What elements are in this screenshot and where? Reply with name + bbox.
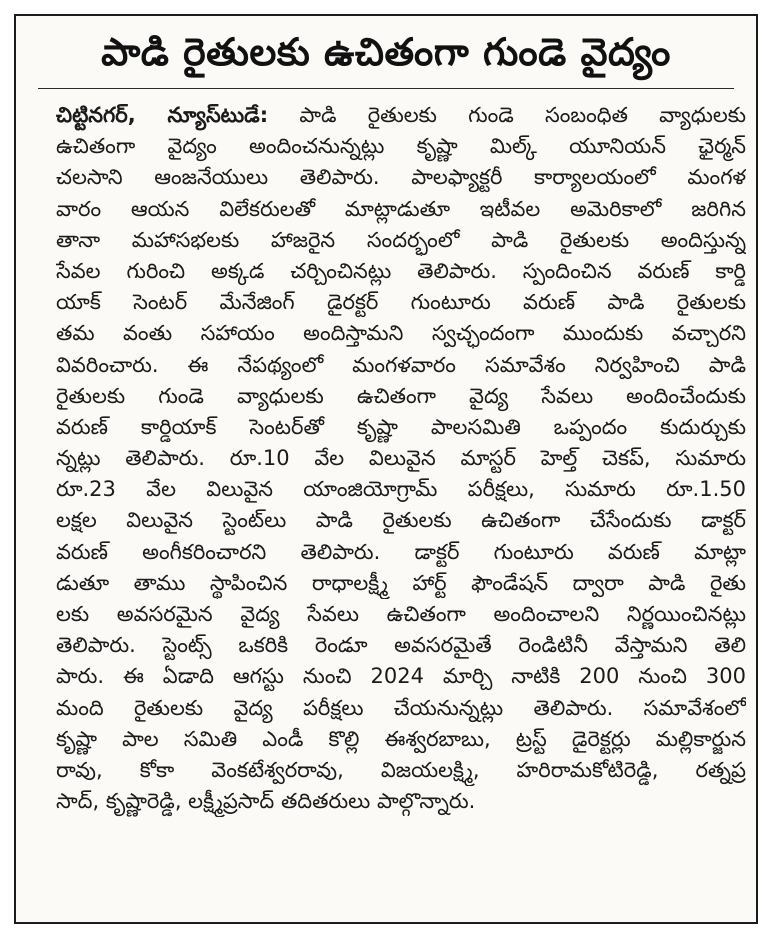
article-body — [56, 100, 746, 817]
headline: పాడి రైతులకు ఉచితంగా గుండె వైద్యం — [101, 30, 671, 74]
body-line: వివరించారు. ఈ నేపథ్యంలో మంగళవారం సమావేశం నిర్వహించి పాడి — [56, 352, 746, 377]
body-line: పారు. ఈ ఏడాది ఆగస్టు నుంచి 2024 మార్చి నాటికి 200 నుంచి 300 — [56, 664, 746, 689]
body-line: లక్షల విలువైన స్టెంట్‌లు పాడి రైతులకు ఉచితంగా చేసేందుకు డాక్టర్ — [56, 508, 746, 533]
body-line-1-text: పాడి రైతులకు గుండె సంబంధిత వ్యాధులకు — [299, 103, 746, 127]
body-line: మంది రైతులకు వైద్య పరీక్షలు చేయనున్నట్లు తెలిపారు. సమావేశంలో — [56, 695, 746, 720]
body-line: రావు, కోకా వెంకటేశ్వరరావు, విజయలక్ష్మి, హరిరామకోటిరెడ్డి, రత్నప్ర — [56, 757, 746, 782]
body-line: ఉచితంగా వైద్యం అందించనున్నట్లు కృష్ణా మిల్క్ యూనియన్ ఛైర్మన్ — [56, 134, 746, 159]
body-line: వారం ఆయన విలేకరులతో మాట్లాడుతూ ఇటీవల అమెరికాలో జరిగిన — [56, 196, 746, 221]
body-line: న్నట్లు తెలిపారు. రూ.10 వేల విలువైన మాస్టర్ హెల్త్ చెకప్, సుమారు — [56, 446, 746, 471]
body-line: సేవల గురించి అక్కడ చర్చించినట్లు తెలిపారు. స్పందించిన వరుణ్ కార్డి — [56, 258, 746, 283]
body-line: రైతులకు గుండె వ్యాధులకు ఉచితంగా వైద్య సేవలు అందించేందుకు — [56, 383, 746, 408]
body-line-1 — [56, 100, 746, 131]
news-clipping — [14, 14, 758, 924]
body-line: డుతూ తాము స్థాపించిన రాధాలక్ష్మీ హార్ట్ ఫౌండేషన్ ద్వారా పాడి రైతు — [56, 570, 746, 595]
body-line: లకు అవసరమైన వైద్య సేవలు ఉచితంగా అందించాలని నిర్ణయించినట్లు — [56, 602, 746, 626]
body-line: తమ వంతు సహాయం అందిస్తామని స్వచ్ఛందంగా ముందుకు వచ్చారని — [56, 321, 746, 346]
body-line: వరుణ్ కార్డియాక్ సెంటర్‌తో కృష్ణా పాలసమితి ఒప్పందం కుదుర్చుకు — [56, 414, 746, 439]
body-line: కృష్ణా పాల సమితి ఎండీ కొల్లి ఈశ్వరబాబు, ట్రస్ట్ డైరెక్టర్లు మల్లికార్జున — [56, 726, 746, 751]
body-line: యాక్ సెంటర్ మేనేజింగ్ డైరక్టర్ గుంటూరు వరుణ్ పాడి రైతులకు — [56, 290, 746, 315]
body-line: తెలిపారు. స్టెంట్స్ ఒకరికి రెండూ అవసరమైతే రెండిటినీ వేస్తామని తెలి — [56, 633, 746, 658]
body-line: రూ.23 వేల విలువైన యాంజియోగ్రామ్ పరీక్షలు, సుమారు రూ.1.50 — [56, 477, 746, 502]
body-line: వరుణ్ అంగీకరించారని తెలిపారు. డాక్టర్ గుంటూరు వరుణ్ మాట్లా — [56, 539, 746, 564]
dateline: చిట్టినగర్, న్యూస్‌టుడే: — [56, 103, 269, 127]
body-line: చలసాని ఆంజనేయులు తెలిపారు. పాలఫ్యాక్టరీ కార్యాలయంలో మంగళ — [56, 165, 746, 190]
body-line-last: సాద్, కృష్ణారెడ్డి, లక్ష్మీప్రసాద్ తదితరులు పాల్గొన్నారు. — [56, 789, 476, 814]
body-line: తానా మహాసభలకు హాజరైన సందర్భంలో పాడి రైతులకు అందిస్తున్న — [56, 227, 746, 252]
headline-rule — [38, 88, 734, 89]
